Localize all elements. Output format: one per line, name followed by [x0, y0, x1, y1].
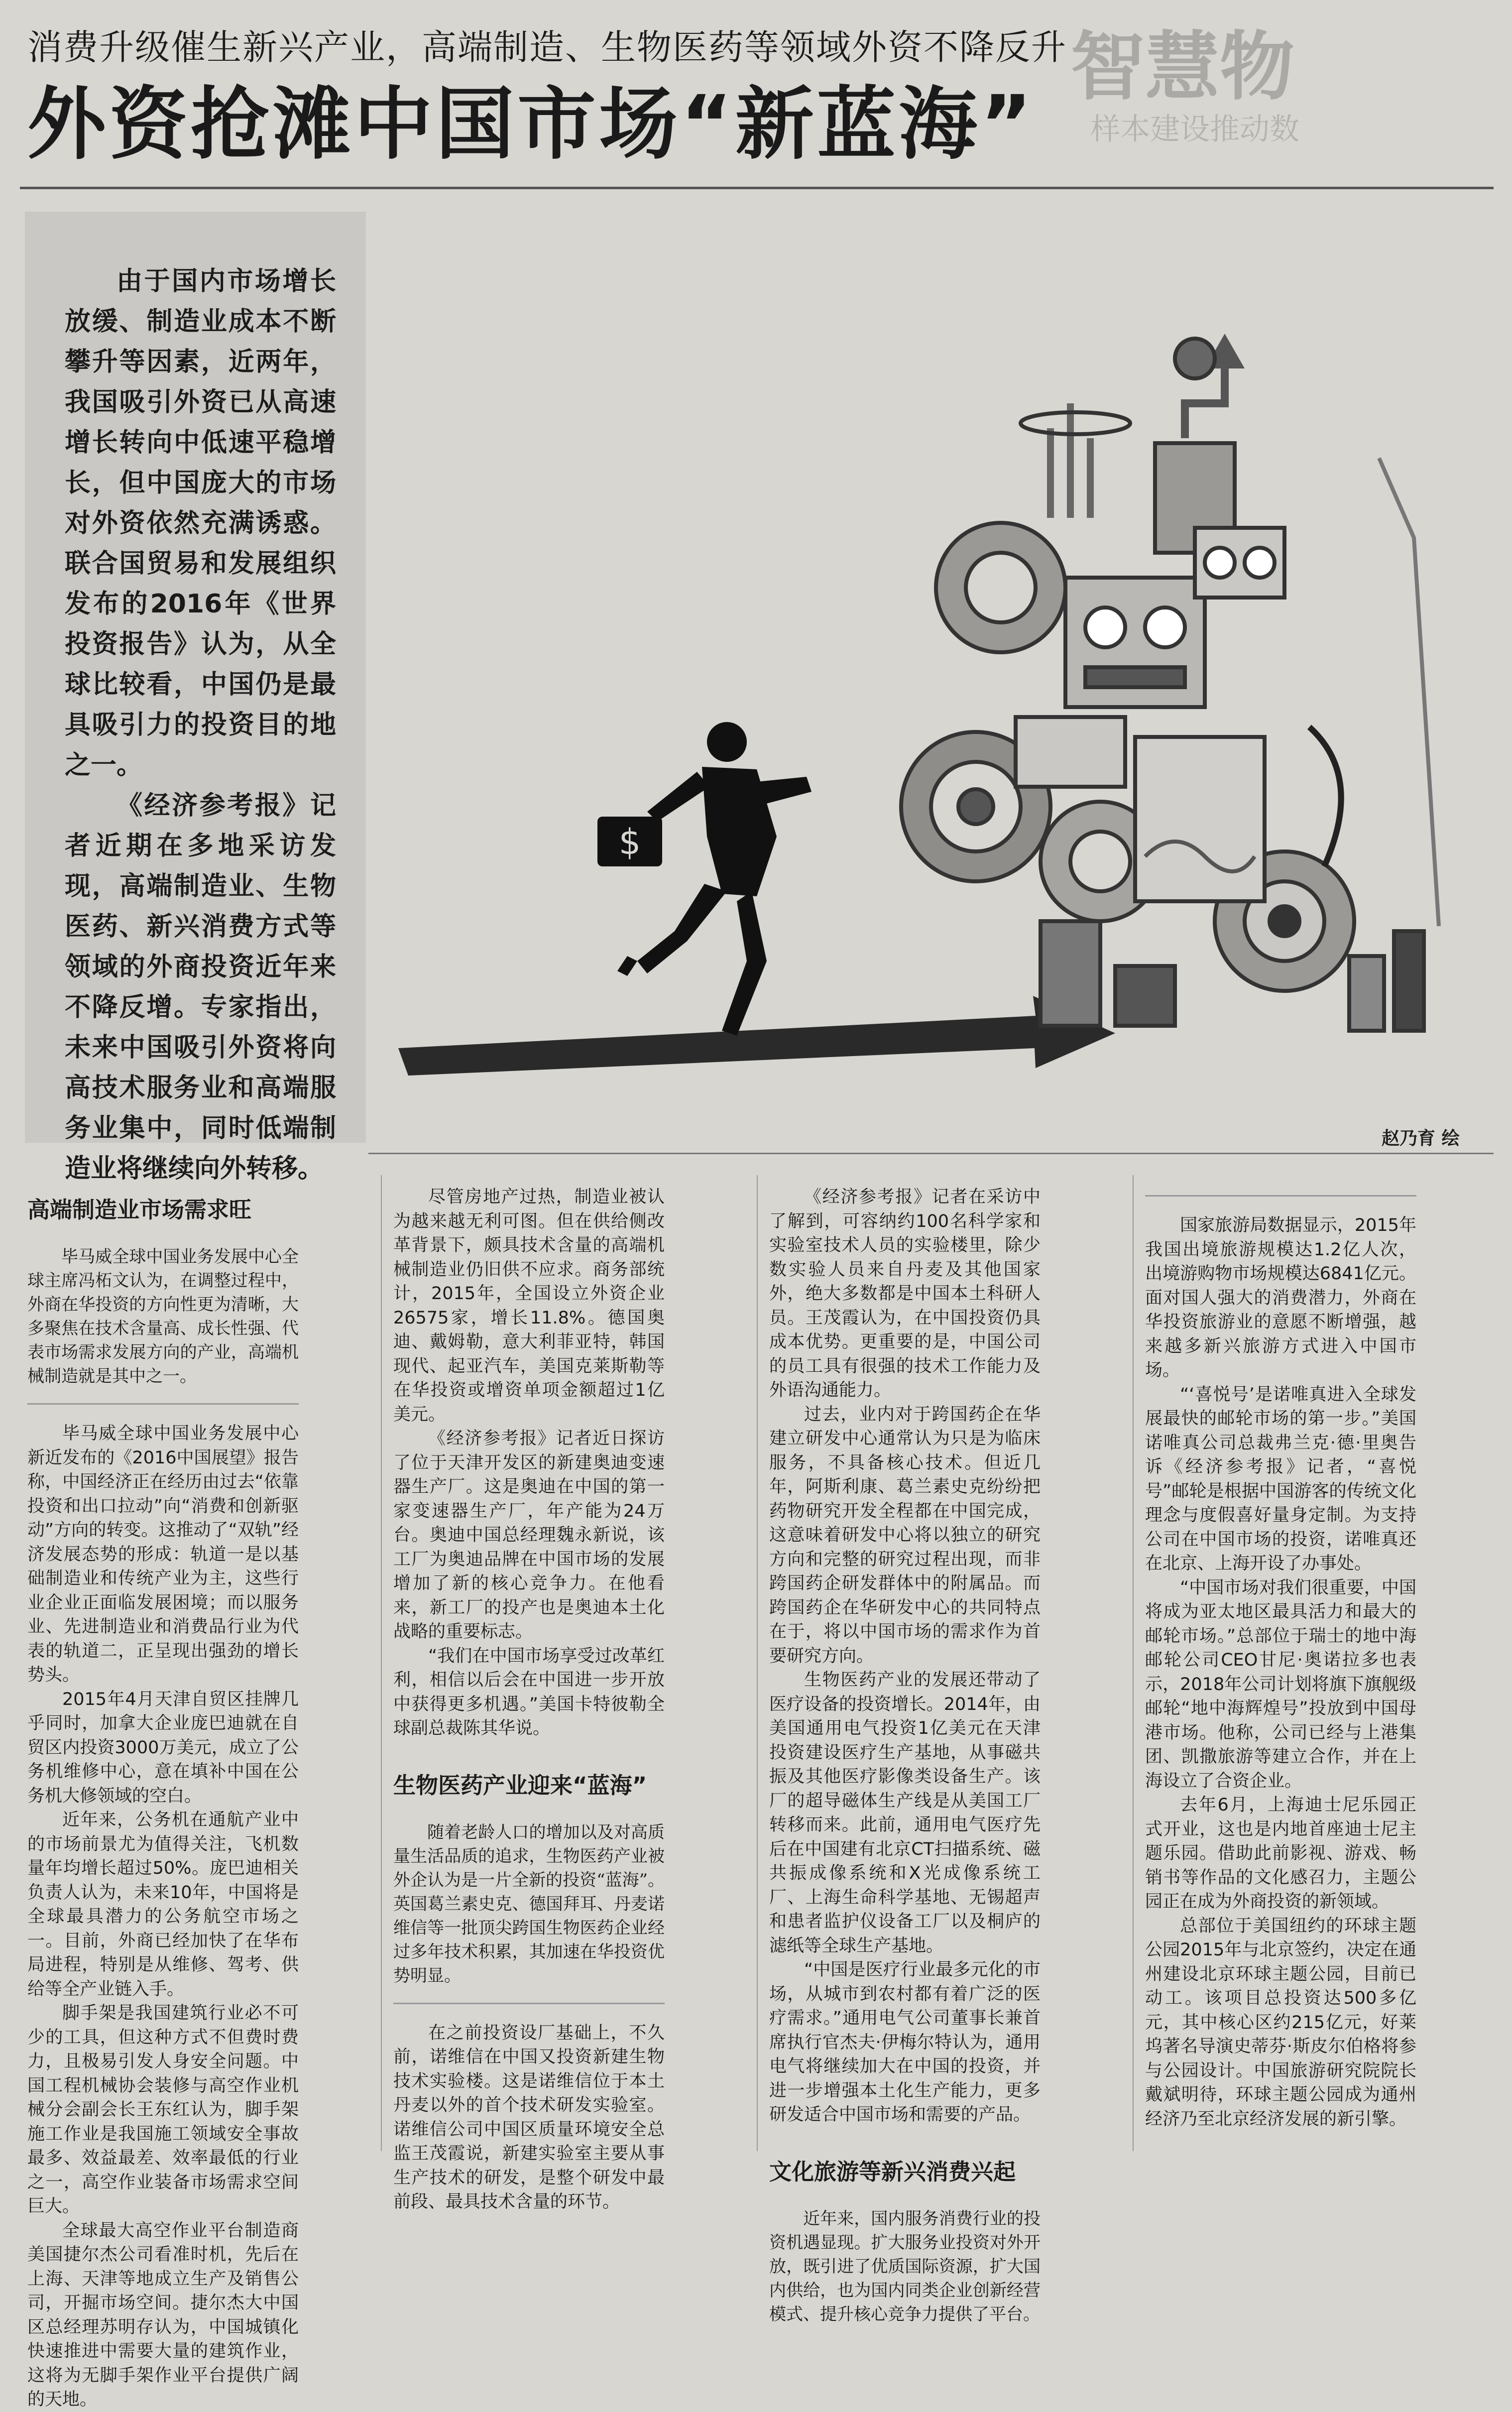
- machine-cityscape-graphic: [901, 334, 1439, 1031]
- ghost-title-text: 智慧物: [1070, 24, 1295, 111]
- body-paragraph: “中国市场对我们很重要，中国将成为亚太地区最具活力和最大的邮轮市场。”总部位于瑞士的地中海邮轮公司CEO甘尼·奥诺拉多也表示，2018年公司计划将旗下旗舰级邮轮“地中海辉煌号”投放到中国母港市场。他称，公司已经与上港集团、凯撒旅游等建立合作，并在上海设立了合资企业。: [1145, 1577, 1416, 1791]
- column-divider: [757, 1175, 758, 2151]
- dollar-sign: $: [618, 822, 641, 862]
- header-rule: [20, 187, 1494, 189]
- spacer: [393, 1741, 665, 1761]
- body-paragraph: “中国是医疗行业最多元化的市场，从城市到农村都有着广泛的医疗需求。”通用电气公司董事长兼首席执行官杰夫·伊梅尔特认为，通用电气将继续加大在中国的投资，并进一步增强本土化生产能力，更多研发适合中国市场和需要的产品。: [769, 1960, 1041, 2125]
- lead-text: [65, 261, 336, 1189]
- column-divider: [1133, 1175, 1134, 2151]
- section-heading-biomedicine: 生物医药产业迎来“蓝海”: [393, 1772, 647, 1799]
- body-paragraph: 2015年4月天津自贸区挂牌几乎同时，加拿大企业庞巴迪就在自贸区内投资3000万美元，成立了公务机维修中心，意在填补中国在公务机大修领域的空白。: [27, 1689, 299, 1806]
- body-paragraph: 在之前投资设厂基础上，不久前，诺维信在中国又投资新建生物技术实验楼。这是诺维信位于本土丹麦以外的首个技术研发实验室。诺维信公司中国区质量环境安全总监王茂霞说，新建实验室主要从事生产技术的研发，是整个研发中最前段、最具技术含量的环节。: [393, 2023, 665, 2212]
- mid-rule: [368, 1153, 1494, 1154]
- section-intro: 近年来，国内服务消费行业的投资机遇显现。扩大服务业投资对外开放，既引进了优质国际资源，扩大国内供给，也为国内同类企业创新经营模式、提升核心竞争力提供了平台。: [769, 2208, 1041, 2324]
- article-column-4: [1145, 1185, 1416, 2146]
- section-separator: [393, 2003, 665, 2004]
- ghost-subtitle-text: 样本建设推动数: [1090, 112, 1299, 147]
- article-column-2: [393, 1185, 665, 2212]
- kicker-subtitle: 消费升级催生新兴产业，高端制造、生物医药等领域外资不降反升: [27, 27, 1067, 68]
- section-heading-tourism: 文化旅游等新兴消费兴起: [769, 2158, 1016, 2185]
- article-column-3: [769, 1185, 1041, 2324]
- arrow-graphic: [398, 996, 1115, 1076]
- section-intro: 随着老龄人口的增加以及对高质量生活品质的追求，生物医药产业被外企认为是一片全新的投资“蓝海”。英国葛兰素史克、德国拜耳、丹麦诺维信等一批顶尖跨国生物医药企业经过多年技术积累，其加速在华投资优势明显。: [393, 1822, 665, 1986]
- body-paragraph: 脚手架是我国建筑行业必不可少的工具，但这种方式不但费时费力，且极易引发人身安全问题。中国工程机械协会装修与高空作业机械分会副会长王东红认为，脚手架施工作业是我国施工领域安全事故最多、效益最差、效率最低的行业之一，高空作业装备市场需求空间巨大。: [27, 2003, 299, 2216]
- section-heading-manufacturing: 高端制造业市场需求旺: [27, 1197, 252, 1223]
- briefcase-icon: [597, 817, 662, 866]
- body-paragraph: 生物医药产业的发展还带动了医疗设备的投资增长。2014年，由美国通用电气投资1亿美元在天津投资建设医疗生产基地，从事磁共振及其他医疗影像类设备生产。该厂的超导磁体生产线是从美国工厂转移而来。此前，通用电气医疗先后在中国建有北京CT扫描系统、磁共振成像系统和X光成像系统工厂、上海生命科学基地、无锡超声和患者监护仪设备工厂以及桐庐的滤纸等全球生产基地。: [769, 1670, 1041, 1956]
- body-paragraph: 《经济参考报》记者近日探访了位于天津开发区的新建奥迪变速器生产厂。这是奥迪在中国的第一家变速器生产厂，年产能为24万台。奥迪中国总经理魏永新说，该工厂为奥迪品牌在中国市场的发展增加了新的核心竞争力。在他看来，新工厂的投产也是奥迪本土化战略的重要标志。: [393, 1429, 665, 1642]
- body-paragraph: 国家旅游局数据显示，2015年我国出境旅游规模达1.2亿人次，出境游购物市场规模达6841亿元。面对国人强大的消费潜力，外商在华投资旅游业的意愿不断增强，越来越多新兴旅游方式进入中国市场。: [1145, 1215, 1416, 1380]
- body-paragraph: 尽管房地产过热，制造业被认为越来越无利可图。但在供给侧改革背景下，颇具技术含量的高端机械制造业仍旧供不应求。商务部统计，2015年，全国设立外资企业26575家，增长11.8%。德国奥迪、戴姆勒，意大利菲亚特，韩国现代、起亚汽车，美国克莱斯勒等在华投资或增资单项金额超过1亿美元。: [393, 1187, 665, 1425]
- illustration-running-businessman: [378, 279, 1499, 1115]
- section-separator: [1145, 1195, 1416, 1197]
- body-paragraph: 毕马威全球中国业务发展中心新近发布的《2016中国展望》报告称，中国经济正在经历由过去“依靠投资和出口拉动”向“消费和创新驱动”方向的转变。这推动了“双轨”经济发展态势的形成：轨道一是以基础制造业和传统产业为主，这些行业企业正面临发展困境；而以服务业、先进制造业和消费品行业为代表的轨道二，正呈现出强劲的增长势头。: [27, 1424, 299, 1685]
- lead-paragraph-2: 《经济参考报》记者近期在多地采访发现，高端制造业、生物医药、新兴消费方式等领域的外商投资近年来不降反增。专家指出，未来中国吸引外资将向高技术服务业和高端服务业集中，同时低端制造业将继续向外转移。: [65, 791, 336, 1184]
- section-intro: 毕马威全球中国业务发展中心全球主席冯柘文认为，在调整过程中，外商在华投资的方向性更为清晰，大多聚焦在技术含量高、成长性强、代表市场需求发展方向的产业，高端机械制造就是其中之一。: [27, 1247, 299, 1386]
- running-businessman-figure: [617, 722, 812, 1036]
- section-separator: [27, 1403, 299, 1405]
- illustration-credit: 赵乃育 绘: [1382, 1128, 1460, 1149]
- column-divider: [381, 1175, 382, 2151]
- body-paragraph: 过去，业内对于跨国药企在华建立研发中心通常认为只是为临床服务，不具备核心技术。但近几年，阿斯利康、葛兰素史克纷纷把药物研究开发全程都在中国完成，这意味着研发中心将以独立的研究方向和完整的研究过程出现，而非跨国药企研发群体中的附属品。而跨国药企在华研发中心的共同特点在于，将以中国市场的需求作为首要研究方向。: [769, 1404, 1041, 1666]
- body-paragraph: “我们在中国市场享受过改革红利，相信以后会在中国进一步开放中获得更多机遇。”美国卡特彼勒全球副总裁陈其华说。: [393, 1646, 665, 1738]
- body-paragraph: 《经济参考报》记者在采访中了解到，可容纳约100名科学家和实验室技术人员的实验楼里，除少数实验人员来自丹麦及其他国家外，绝大多数都是中国本土科研人员。王茂霞认为，在中国投资仍具成本优势。更重要的是，中国公司的员工具有很强的技术工作能力及外语沟通能力。: [769, 1187, 1041, 1400]
- article-column-1: [27, 1185, 299, 2410]
- body-paragraph: 全球最大高空作业平台制造商美国捷尔杰公司看准时机，先后在上海、天津等地成立生产及销售公司，开掘市场空间。捷尔杰大中国区总经理苏明存认为，中国城镇化快速推进中需要大量的建筑作业，这将为无脚手架作业平台提供广阔的天地。: [27, 2220, 299, 2410]
- lead-paragraph-1: 由于国内市场增长放缓、制造业成本不断攀升等因素，近两年，我国吸引外资已从高速增长转向中低速平稳增长，但中国庞大的市场对外资依然充满诱惑。联合国贸易和发展组织发布的2016年《世界投资报告》认为，从全球比较看，中国仍是最具吸引力的投资目的地之一。: [65, 266, 336, 780]
- body-paragraph: 总部位于美国纽约的环球主题公园2015年与北京签约，决定在通州建设北京环球主题公园，目前已动工。该项目总投资达500多亿元，其中核心区约215亿元，好莱坞著名导演史蒂芬·斯皮尔伯格将参与公园设计。中国旅游研究院院长戴斌明待，环球主题公园成为通州经济乃至北京经济发展的新引擎。: [1145, 1916, 1416, 2129]
- page-headline: 外资抢滩中国市场“新蓝海”: [27, 79, 1035, 170]
- body-paragraph: 去年6月，上海迪士尼乐园正式开业，这也是内地首座迪士尼主题乐园。借助此前影视、游戏、畅销书等作品的文化感召力，主题公园正在成为外商投资的新领域。: [1145, 1795, 1416, 1912]
- spacer: [769, 2127, 1041, 2147]
- body-paragraph: 近年来，公务机在通航产业中的市场前景尤为值得关注，飞机数量年均增长超过50%。庞巴迪相关负责人认为，未来10年，中国将是全球最具潜力的公务航空市场之一。目前，外商已经加快了在华布局进程，特别是从维修、驾考、供给等全产业链入手。: [27, 1810, 299, 1999]
- body-paragraph: “‘喜悦号’是诺唯真进入全球发展最快的邮轮市场的第一步。”美国诺唯真公司总裁弗兰克·德·里奥告诉《经济参考报》记者，“喜悦号”邮轮是根据中国游客的传统文化理念与度假喜好量身定制。为支持公司在中国市场的投资，诺唯真还在北京、上海开设了办事处。: [1145, 1384, 1416, 1573]
- adjacent-page-ghost-title: [1070, 25, 1509, 164]
